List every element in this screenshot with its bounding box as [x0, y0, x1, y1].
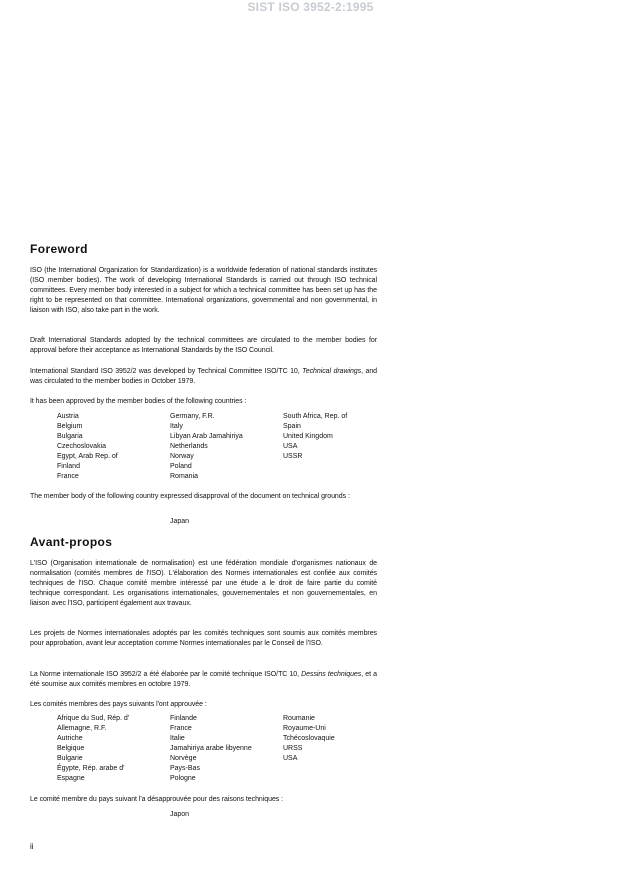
- foreword-title: Foreword: [30, 242, 88, 256]
- list-item: Egypt, Arab Rep. of: [57, 453, 118, 460]
- foreword-disapproval-country: Japan: [170, 518, 190, 525]
- avant-propos-countries-col2: [170, 714, 252, 784]
- avant-propos-para3-end: , et a été soumise aux comités membres en octobre 1979.: [30, 671, 377, 688]
- list-item: Poland: [170, 463, 192, 470]
- list-item: Netherlands: [170, 443, 208, 450]
- list-item: Finland: [57, 463, 80, 470]
- avant-propos-disapproval-country: Japon: [170, 811, 190, 818]
- list-item: France: [57, 473, 79, 480]
- list-item: United Kingdom: [283, 433, 333, 440]
- list-item: Libyan Arab Jamahiriya: [170, 433, 243, 440]
- list-item: Jamahiriya arabe libyenne: [170, 745, 252, 752]
- avant-propos-para3-start: La Norme internationale ISO 3952/2 a été élaborée par le comité technique ISO/TC 10,: [30, 671, 300, 678]
- list-item: Royaume-Uni: [283, 725, 326, 732]
- list-item: Germany, F.R.: [170, 413, 215, 420]
- avant-propos-title: Avant-propos: [30, 535, 113, 549]
- foreword-para3-end: , and was circulated to the member bodies in October 1979.: [30, 368, 378, 385]
- avant-propos-disapproval-intro: Le comité membre du pays suivant l'a désapprouvée pour des raisons techniques :: [30, 796, 284, 803]
- list-item: USA: [283, 755, 298, 762]
- foreword-para3-start: International Standard ISO 3952/2 was developed by Technical Committee ISO/TC 10,: [30, 368, 300, 375]
- list-item: Pays-Bas: [170, 765, 200, 772]
- list-item: Austria: [57, 413, 79, 420]
- avant-propos-paragraph-1: L'ISO (Organisation internationale de normalisation) est une fédération mondiale d'organismes nationaux de normalisation (comités membres de l'ISO). L'élaboration des Normes internationales est confiée aux comités techniques de l'ISO. Chaque comité membre intéressé par une étude a le droit de faire partie du comité technique correspondant. Les organisations internationales, gouvernementales et non gouvernementales, en liaison avec l'ISO, participent également aux travaux.: [30, 560, 377, 607]
- foreword-countries-col2: [170, 412, 243, 482]
- list-item: South Africa, Rep. of: [283, 413, 348, 420]
- foreword-approval-intro: It has been approved by the member bodies of the following countries :: [30, 398, 247, 405]
- list-item: USA: [283, 443, 298, 450]
- list-item: Tchécoslovaquie: [283, 735, 335, 742]
- foreword-countries-col1: [57, 412, 118, 482]
- list-item: URSS: [283, 745, 303, 752]
- list-item: Spain: [283, 423, 301, 430]
- avant-propos-paragraph-3: [30, 670, 377, 690]
- list-item: Romania: [170, 473, 199, 480]
- list-item: Bulgaria: [57, 433, 83, 440]
- foreword-disapproval-intro: The member body of the following country expressed disapproval of the document on technical grounds :: [30, 493, 350, 500]
- list-item: Italie: [170, 735, 185, 742]
- list-item: Belgium: [57, 423, 83, 430]
- list-item: Italy: [170, 423, 183, 430]
- list-item: Belgique: [57, 745, 85, 752]
- foreword-paragraph-3: [30, 367, 377, 387]
- list-item: Espagne: [57, 775, 85, 782]
- foreword-countries-col3: [283, 412, 347, 462]
- list-item: USSR: [283, 453, 303, 460]
- list-item: Czechoslovakia: [57, 443, 107, 450]
- list-item: Égypte, Rép. arabe d': [57, 765, 125, 772]
- avant-propos-committee-title: Dessins techniques: [301, 671, 362, 678]
- avant-propos-approval-intro: Les comités membres des pays suivants l'ont approuvée :: [30, 701, 207, 708]
- list-item: Norvège: [170, 755, 197, 762]
- list-item: France: [170, 725, 192, 732]
- avant-propos-countries-col3: [283, 714, 335, 764]
- avant-propos-countries-col1: [57, 714, 129, 784]
- list-item: Afrique du Sud, Rép. d': [57, 715, 130, 722]
- list-item: Autriche: [57, 735, 83, 742]
- document-watermark: SIST ISO 3952-2:1995: [247, 0, 374, 14]
- list-item: Pologne: [170, 775, 196, 782]
- foreword-paragraph-1: ISO (the International Organization for Standardization) is a worldwide federation of national standards institutes (ISO member bodies). The work of developing International Standards is carried out through ISO technical committees. Every member body interested in a subject for which a technical committee has been set up has the right to be represented on that committee. International organizations, governmental and non governmental, in liaison with ISO, also take part in the work.: [30, 267, 377, 314]
- list-item: Allemagne, R.F.: [57, 725, 107, 732]
- list-item: Roumanie: [283, 715, 315, 722]
- list-item: Bulgarie: [57, 755, 83, 762]
- avant-propos-paragraph-2: Les projets de Normes internationales adoptés par les comités techniques sont soumis aux comités membres pour approbation, avant leur acceptation comme Normes internationales par le Conseil de l'ISO.: [30, 630, 377, 647]
- page-number: ii: [30, 842, 34, 851]
- list-item: Finlande: [170, 715, 197, 722]
- list-item: Norway: [170, 453, 194, 460]
- foreword-committee-title: Technical drawings: [302, 368, 362, 375]
- foreword-paragraph-2: Draft International Standards adopted by the technical committees are circulated to the member bodies for approval before their acceptance as International Standards by the ISO Council.: [30, 337, 377, 354]
